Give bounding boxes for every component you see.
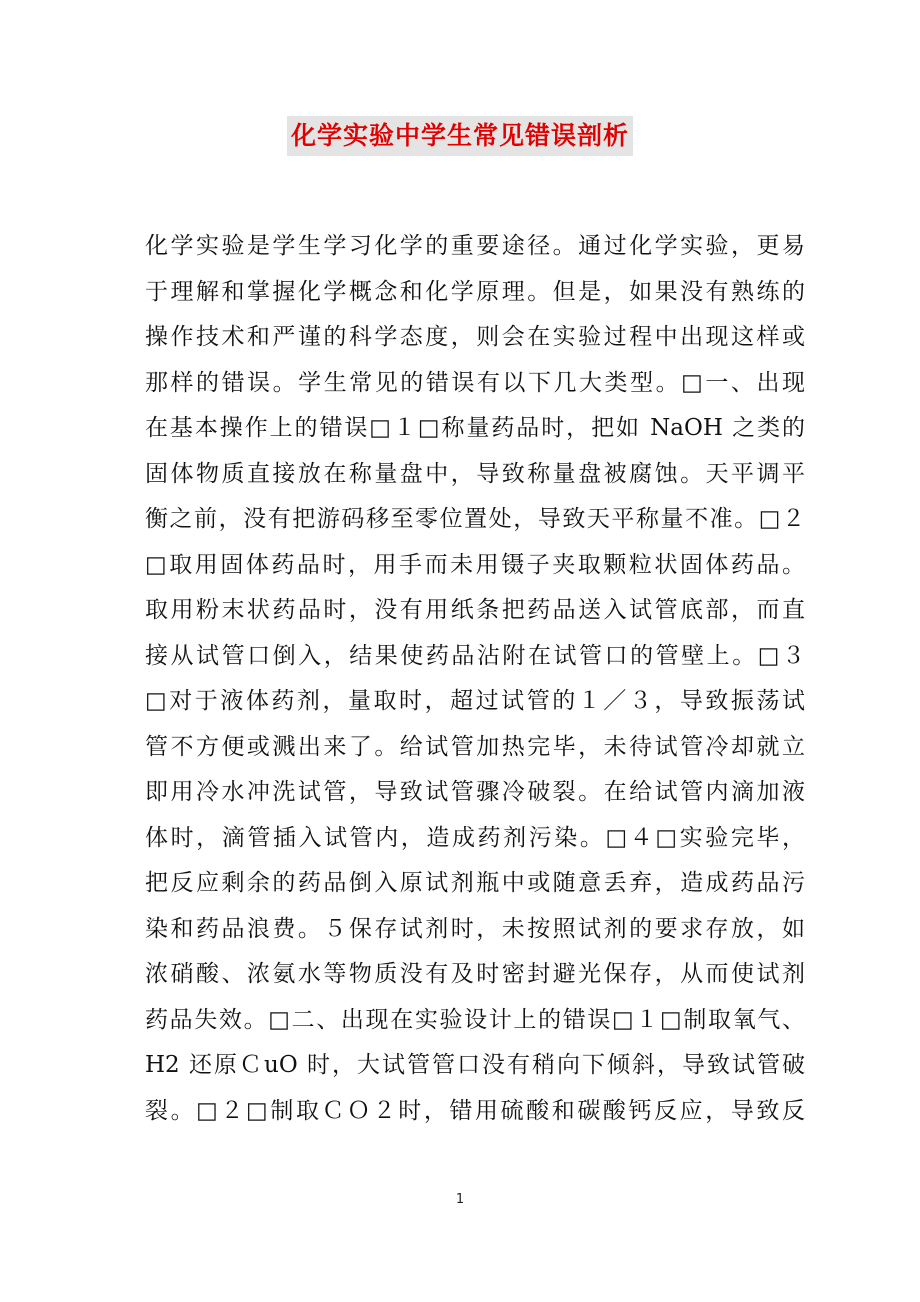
text-line: 接从试管口倒入，结果使药品沾附在试管口的管壁上。□３ <box>145 642 805 669</box>
text-line: H2 还原ＣuO 时，大试管管口没有稍向下倾斜，导致试管破 <box>145 1052 805 1078</box>
text-line: □取用固体药品时，用手而未用镊子夹取颗粒状固体药品。 <box>145 551 805 578</box>
text-line: 即用冷水冲洗试管，导致试管骤冷破裂。在给试管内滴加液 <box>145 779 805 805</box>
text-line: 把反应剩余的药品倒入原试剂瓶中或随意丢弃，造成药品污 <box>145 870 805 896</box>
text-line: 浓硝酸、浓氨水等物质没有及时密封避光保存，从而使试剂 <box>145 961 805 987</box>
text-line: 药品失效。□二、出现在实验设计上的错误□１□制取氧气、 <box>145 1006 805 1033</box>
document-title: 化学实验中学生常见错误剖析 <box>287 116 633 156</box>
text-line: 体时，滴管插入试管内，造成药剂污染。□４□实验完毕， <box>145 824 805 851</box>
body-paragraph <box>145 224 805 1134</box>
text-line: 化学实验是学生学习化学的重要途径。通过化学实验，更易 <box>145 233 805 259</box>
text-line: 固体物质直接放在称量盘中，导致称量盘被腐蚀。天平调平 <box>145 460 805 487</box>
text-line: 染和药品浪费。５保存试剂时，未按照试剂的要求存放，如 <box>145 915 805 942</box>
title-container <box>0 116 920 156</box>
text-line: 操作技术和严谨的科学态度，则会在实验过程中出现这样或 <box>145 324 805 350</box>
text-line: 取用粉末状药品时，没有用纸条把药品送入试管底部，而直 <box>145 597 805 623</box>
text-line: 在基本操作上的错误□１□称量药品时，把如 NaOH 之类的 <box>145 415 805 441</box>
page-number: 1 <box>455 1192 465 1207</box>
text-line: □对于液体药剂，量取时，超过试管的１／３，导致振荡试 <box>145 688 805 714</box>
text-line: 于理解和掌握化学概念和化学原理。但是，如果没有熟练的 <box>145 278 805 305</box>
text-line: 管不方便或溅出来了。给试管加热完毕，未待试管冷却就立 <box>145 733 805 760</box>
text-line: 那样的错误。学生常见的错误有以下几大类型。□一、出现 <box>145 369 805 396</box>
text-line: 裂。□２□制取ＣＯ２时，错用硫酸和碳酸钙反应，导致反 <box>145 1097 805 1124</box>
text-line: 衡之前，没有把游码移至零位置处，导致天平称量不准。□２ <box>145 506 805 532</box>
